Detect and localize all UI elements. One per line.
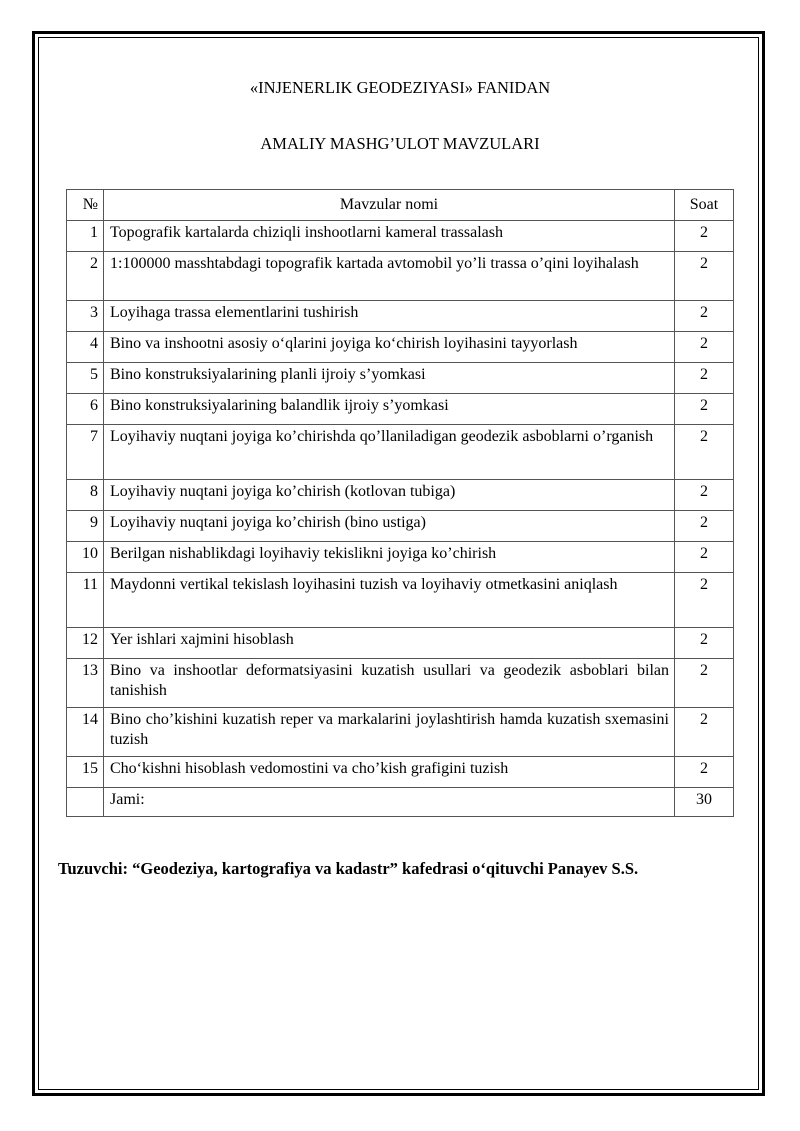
row-hours: 2 — [675, 542, 734, 573]
table-row — [67, 708, 734, 757]
row-topic: Yer ishlari xajmini hisoblash — [104, 628, 675, 659]
row-number: 4 — [67, 332, 104, 363]
row-number: 12 — [67, 628, 104, 659]
row-topic: Maydonni vertikal tekislash loyihasini tuzish va loyihaviy otmetkasini aniqlash — [104, 573, 675, 628]
row-topic: Bino va inshootni asosiy o‘qlarini joyiga ko‘chirish loyihasini tayyorlash — [104, 332, 675, 363]
total-hours: 30 — [675, 788, 734, 817]
row-number: 13 — [67, 659, 104, 708]
total-number — [67, 788, 104, 817]
header-topic-name: Mavzular nomi — [104, 190, 675, 221]
row-topic: Cho‘kishni hisoblash vedomostini va cho’kish grafigini tuzish — [104, 757, 675, 788]
table-row — [67, 221, 734, 252]
table-row — [67, 757, 734, 788]
row-hours: 2 — [675, 708, 734, 757]
row-topic: Berilgan nishablikdagi loyihaviy tekislikni joyiga ko’chirish — [104, 542, 675, 573]
row-number: 8 — [67, 480, 104, 511]
row-hours: 2 — [675, 332, 734, 363]
table-row — [67, 332, 734, 363]
row-hours: 2 — [675, 425, 734, 480]
table-row — [67, 252, 734, 301]
row-number: 11 — [67, 573, 104, 628]
row-hours: 2 — [675, 573, 734, 628]
header-hours: Soat — [675, 190, 734, 221]
table-row — [67, 511, 734, 542]
header-number: № — [67, 190, 104, 221]
row-hours: 2 — [675, 363, 734, 394]
row-topic: Bino konstruksiyalarining balandlik ijroiy s’yomkasi — [104, 394, 675, 425]
row-number: 2 — [67, 252, 104, 301]
row-number: 10 — [67, 542, 104, 573]
table-row — [67, 363, 734, 394]
row-number: 15 — [67, 757, 104, 788]
row-topic: Loyihaga trassa elementlarini tushirish — [104, 301, 675, 332]
row-hours: 2 — [675, 480, 734, 511]
row-number: 9 — [67, 511, 104, 542]
row-hours: 2 — [675, 659, 734, 708]
row-topic: 1:100000 masshtabdagi topografik kartada avtomobil yo’li trassa o’qini loyihalash — [104, 252, 675, 301]
row-number: 7 — [67, 425, 104, 480]
table-total-row — [67, 788, 734, 817]
row-topic: Topografik kartalarda chiziqli inshootlarni kameral trassalash — [104, 221, 675, 252]
table-row — [67, 659, 734, 708]
row-hours: 2 — [675, 511, 734, 542]
row-number: 6 — [67, 394, 104, 425]
table-row — [67, 394, 734, 425]
total-label: Jami: — [104, 788, 675, 817]
table-row — [67, 542, 734, 573]
row-topic: Loyihaviy nuqtani joyiga ko’chirish (bino ustiga) — [104, 511, 675, 542]
row-hours: 2 — [675, 757, 734, 788]
row-number: 3 — [67, 301, 104, 332]
document-subtitle: AMALIY MASHG’ULOT MAVZULARI — [260, 134, 540, 153]
row-hours: 2 — [675, 628, 734, 659]
row-topic: Bino va inshootlar deformatsiyasini kuzatish usullari va geodezik asboblari bilan tanishish — [104, 659, 675, 708]
table-row — [67, 573, 734, 628]
table-header-row — [67, 190, 734, 221]
row-hours: 2 — [675, 221, 734, 252]
document-title: «INJENERLIK GEODEZIYASI» FANIDAN — [249, 78, 551, 97]
topics-table — [66, 189, 734, 817]
row-hours: 2 — [675, 394, 734, 425]
row-hours: 2 — [675, 301, 734, 332]
row-topic: Loyihaviy nuqtani joyiga ko’chirish (kotlovan tubiga) — [104, 480, 675, 511]
author-line: Tuzuvchi: “Geodeziya, kartografiya va kadastr” kafedrasi o‘qituvchi Panayev S.S. — [58, 859, 639, 878]
row-topic: Bino konstruksiyalarining planli ijroiy s’yomkasi — [104, 363, 675, 394]
row-topic: Bino cho’kishini kuzatish reper va markalarini joylashtirish hamda kuzatish sxemasini tuzish — [104, 708, 675, 757]
row-number: 14 — [67, 708, 104, 757]
table-row — [67, 628, 734, 659]
row-number: 1 — [67, 221, 104, 252]
table-row — [67, 480, 734, 511]
row-number: 5 — [67, 363, 104, 394]
table-row — [67, 301, 734, 332]
table-row — [67, 425, 734, 480]
row-topic: Loyihaviy nuqtani joyiga ko’chirishda qo’llaniladigan geodezik asboblarni o’rganish — [104, 425, 675, 480]
row-hours: 2 — [675, 252, 734, 301]
